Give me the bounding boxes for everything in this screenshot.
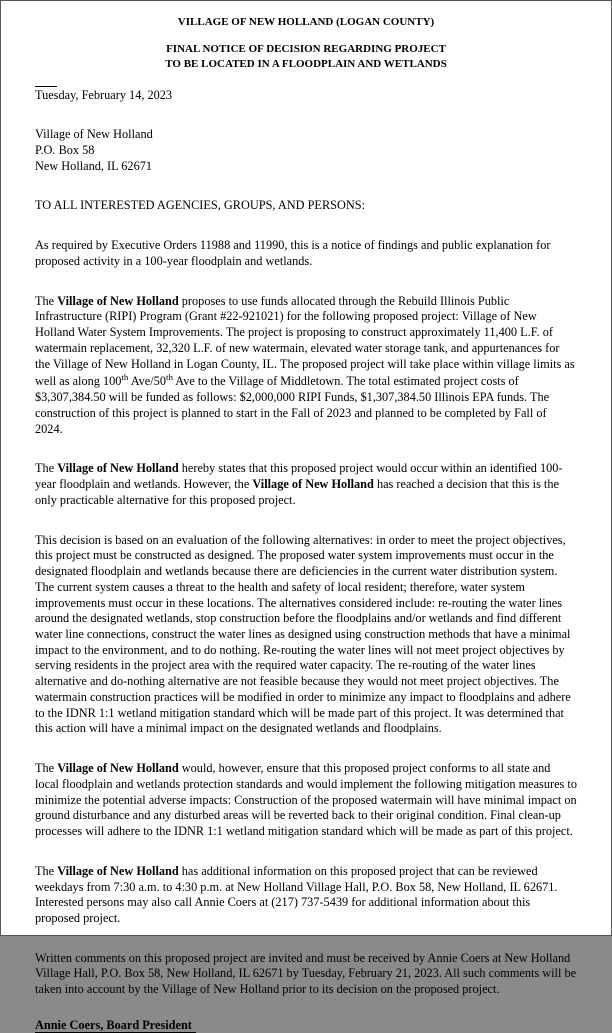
signature-name: Annie Coers, Board President [35, 1018, 196, 1033]
p3-village-name-2: Village of New Holland [252, 477, 374, 492]
paragraph-floodplain-statement [35, 461, 577, 508]
paragraph-requirement: As required by Executive Orders 11988 and 11990, this is a notice of findings and public explanation for proposed activity in a 100-year floodplain and wetlands. [35, 238, 551, 268]
paragraph-project-description [35, 294, 577, 438]
p5-village-name: Village of New Holland [57, 761, 179, 776]
header-line-notice-title: FINAL NOTICE OF DECISION REGARDING PROJECT [166, 42, 446, 55]
address-line-2: P.O. Box 58 [35, 143, 95, 157]
spacer-after-salutation [35, 226, 577, 238]
p6-text-c: has additional information on this proposed project that can be reviewed weekdays from 7:30 a.m. to 4:30 p.m. at New Holland Village Hall, P.O. Box 58, New Holland, IL 62671. Interested persons may also call Annie Coers at (217) 737-5439 for additional information about this proposed project. [35, 863, 558, 925]
p2-village-name: Village of New Holland [57, 293, 179, 308]
paragraph-mitigation-measures [35, 761, 577, 840]
document-header [35, 15, 577, 72]
spacer-after-date [35, 115, 577, 127]
p2-ordinal-2: th [165, 372, 173, 383]
spacer-2 [35, 449, 577, 461]
spacer-6 [35, 939, 577, 951]
spacer-4 [35, 749, 577, 761]
spacer-1 [35, 282, 577, 294]
date-line: Tuesday, February 14, 2023 [35, 87, 173, 102]
salutation-line: TO ALL INTERESTED AGENCIES, GROUPS, AND PERSONS: [35, 198, 365, 213]
p2-text-d: Ave/50 [128, 374, 166, 389]
p2-text-a: The [35, 293, 58, 308]
p2-text-c: proposes to use funds allocated through the Rebuild Illinois Public Infrastructure (RIPI) Program (Grant #22-921021) for the following proposed project: Village of New Holland Water System Improvements. The project is proposing to construct approximately 11,400 L.F. of watermain replacement, 32,320 L.F. of new watermain, elevated water storage tank, and appurtenances for the Village of New Holland in Logan County, IL. The proposed project will take place within village limits as well as along 100 [35, 293, 575, 389]
address-line-1: Village of New Holland [35, 127, 153, 142]
address-line-3: New Holland, IL 62671 [35, 158, 153, 173]
p6-village-name: Village of New Holland [57, 863, 179, 878]
p3-village-name-1: Village of New Holland [57, 461, 179, 476]
p2-text-e: Ave to the Village of Middletown. The total estimated project costs of $3,307,384.50 will be funded as follows: $2,000,000 RIPI Funds, $1,307,384.50 Illinois EPA funds. The construction of this project is planned to start in the Fall of 2023 and planned to be completed by Fall of 2024. [35, 374, 550, 436]
p3-text-c: hereby states that this proposed project would occur within an identified 100-year floodplain and wetlands. However, the [35, 461, 563, 492]
spacer-after-address [35, 186, 577, 198]
spacer-3 [35, 521, 577, 533]
document-sheet [1, 1, 611, 1032]
header-line-village: VILLAGE OF NEW HOLLAND (LOGAN COUNTY) [177, 16, 435, 28]
spacer-5 [35, 852, 577, 864]
recipient-address [35, 127, 577, 174]
p3-text-a: The [35, 461, 58, 476]
p5-text-a: The [35, 761, 58, 776]
paragraph-alternatives-evaluation: This decision is based on an evaluation of the following alternatives: in order to meet the project objectives, this project must be constructed as designed. The proposed water system improvements must occur in the designated floodplain and wetlands because there are deficiencies in the current water distribution system. The current system causes a threat to the health and safety of local resident; therefore, water system improvements must occur in these locations. The alternatives considered include: re-routing the water lines around the designated wetlands, stop construction before the floodplains and/or wetlands and find different water line connections, construct the water lines as designed using construction methods that have a minimal impact to the environment, and to do nothing. Re-routing the water lines will not meet project objectives by serving residents in the project area with the required water capacity. The re-routing of the water lines alternative and do-nothing alternative are not feasible because they would not meet project objectives. The watermain construction practices will be modified in order to minimize any impact to floodplains and adhere to the IDNR 1:1 wetland mitigation standard which will be made part of this project. It was determined that this action will have a minimal impact on the designated wetlands and floodplains. [35, 532, 571, 736]
header-divider-rule [35, 86, 57, 87]
p3-text-e: has reached a decision that this is the only practicable alternative for this proposed project. [35, 477, 559, 507]
signature-block [35, 1018, 577, 1033]
p5-text-c: would, however, ensure that this proposed project conforms to all state and local floodplain and wetlands protection standards and would implement the following mitigation measures to minimize the potential adverse impacts: Construction of the proposed watermain will have minimal impact on ground disturbance and any disturbed areas will be reverted back to their original condition. Final clean-up processes will adhere to the IDNR 1:1 wetland mitigation standard which will be made as part of this project. [35, 761, 577, 839]
p6-text-a: The [35, 863, 58, 878]
header-line-notice-subtitle: TO BE LOCATED IN A FLOODPLAIN AND WETLANDS [165, 57, 447, 70]
p2-ordinal-1: th [121, 372, 129, 383]
paragraph-written-comments: Written comments on this proposed project are invited and must be received by Annie Coers at New Holland Village Hall, P.O. Box 58, New Holland, IL 62671 by Tuesday, February 21, 2023. All such comments will be taken into account by the Village of New Holland prior to its decision on the proposed project. [35, 950, 577, 997]
paragraph-additional-information [35, 864, 577, 927]
